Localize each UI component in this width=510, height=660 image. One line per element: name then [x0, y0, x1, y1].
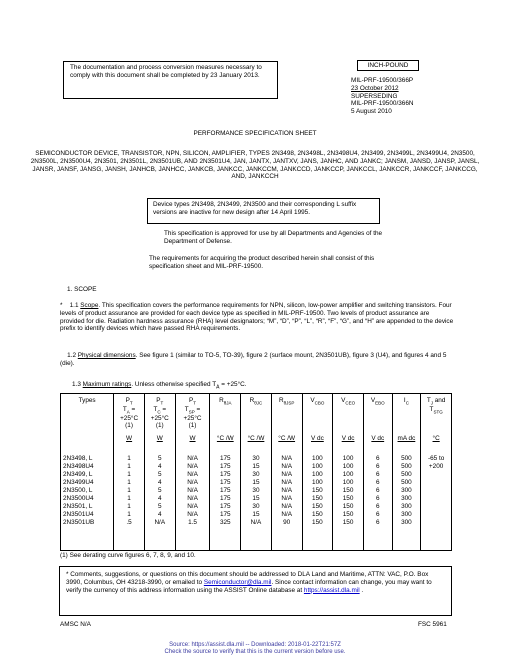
data-column-cell [61, 447, 114, 551]
table-cell: 30 [252, 471, 260, 478]
paragraph-text: . Unless otherwise specified T [131, 381, 217, 388]
comments-lead: * Comments, suggestions, or questions on this document should be addressed to DLA Land and Maritime, ATTN: VAC, P.O. Box 3990, Columbus, OH 43218-3990, or emailed to [66, 571, 429, 586]
data-column-cell [421, 447, 452, 551]
table-cell: 100 [312, 455, 323, 462]
table-cell: N/A [187, 463, 198, 470]
table-cell: N/A [281, 495, 292, 502]
units-cell: V dc [363, 435, 392, 447]
table-cell: 1 [127, 487, 131, 494]
table-cell: 1 [127, 511, 131, 518]
comments-box [59, 566, 452, 616]
table-cell: 15 [252, 479, 260, 486]
paragraph-1-2 [60, 352, 455, 368]
assist-url-link[interactable]: https://assist.dla.mil [303, 586, 360, 594]
units-cell: °C /W [241, 435, 272, 447]
table-cell [423, 471, 449, 479]
table-data-row [61, 447, 452, 551]
download-footer [0, 642, 510, 656]
table-cell: 300 [401, 511, 412, 518]
sheet-title: PERFORMANCE SPECIFICATION SHEET [193, 130, 317, 137]
table-cell: 150 [312, 495, 323, 502]
table-cell: 150 [342, 511, 354, 518]
table-cell: N/A [187, 503, 198, 510]
table-cell: 300 [401, 495, 412, 502]
table-cell: 2N3501U4 [63, 511, 94, 518]
table-cell [423, 511, 449, 519]
table-cell: 2N3499, L [63, 471, 93, 478]
table-cell: N/A [187, 479, 198, 486]
header-tj-tstg: $T_J$ and $T_{STG}$ [421, 394, 452, 436]
table-cell: 1 [127, 455, 131, 462]
table-cell: 6 [375, 519, 380, 526]
data-column-cell [363, 447, 392, 551]
table-cell: 1 [127, 495, 131, 502]
approval-statement: This specification is approved for use by all Departments and Agencies of the Department of Defense. [164, 230, 383, 245]
table-cell: 100 [342, 455, 354, 462]
table-cell: 150 [342, 503, 354, 510]
table-cell: N/A [281, 503, 292, 510]
table-cell: N/A [281, 487, 292, 494]
header-vcbo: $V_{CBO}$ [302, 394, 333, 436]
table-cell: 300 [401, 503, 412, 510]
table-header-row [61, 394, 452, 436]
table-cell: 1 [127, 503, 131, 510]
units-cell: V dc [333, 435, 364, 447]
data-column-cell [114, 447, 145, 551]
paragraph-text: . See figure 1 (similar to TO-5, TO-39), figure 2 (surface mount, 2N3501UB), figure 3 (U4), and figures 4 and 5 (die). [60, 352, 447, 367]
superseded-document-id: MIL-PRF-19500/366N [351, 100, 414, 108]
data-column-cell [175, 447, 210, 551]
table-cell: .5 [126, 519, 132, 526]
table-cell: 150 [342, 495, 354, 502]
table-cell: 15 [252, 463, 260, 470]
comments-email-link[interactable]: Semiconductor@dla.mil [203, 578, 272, 586]
table-cell: N/A [281, 479, 292, 486]
document-identifier-block [351, 77, 471, 116]
table-cell: 150 [312, 511, 323, 518]
table-cell: 2N3499U4 [63, 479, 94, 486]
paragraph-title: Physical dimensions [77, 352, 136, 359]
table-cell: N/A [154, 519, 166, 526]
table-cell [423, 519, 449, 527]
units-cell: mA dc [392, 435, 421, 447]
table-cell: 1 [127, 471, 131, 478]
table-cell: 30 [252, 487, 260, 494]
table-cell: 6 [375, 487, 380, 494]
inch-pound-box [357, 60, 419, 71]
change-mark: * [60, 302, 63, 309]
amsc-label: AMSC N/A [60, 621, 91, 628]
table-cell: 5 [157, 471, 162, 478]
data-column-cell [333, 447, 364, 551]
comments-end: . [359, 586, 364, 594]
inactive-notice-box [147, 198, 380, 224]
paragraph-number: 1.2 [67, 352, 76, 359]
table-cell: +200 [428, 463, 444, 470]
table-cell: 6 [375, 455, 380, 462]
units-cell: °C /W [271, 435, 302, 447]
table-cell: 2N3501UB [63, 519, 95, 526]
table-cell: 5 [157, 455, 162, 462]
table-cell: 150 [312, 503, 323, 510]
table-cell: N/A [187, 495, 198, 502]
units-cell: °C /W [210, 435, 241, 447]
table-note: (1) See derating curve figures 6, 7, 8, 9, and 10. [60, 552, 196, 559]
conversion-notice-box [63, 61, 278, 99]
table-cell: 150 [312, 487, 323, 494]
table-cell: N/A [281, 511, 292, 518]
table-cell: 2N3501, L [63, 503, 93, 510]
table-cell: 175 [219, 495, 231, 502]
table-cell: N/A [187, 511, 198, 518]
table-cell: 30 [252, 503, 260, 510]
table-cell: 100 [312, 471, 323, 478]
table-cell: 30 [252, 455, 260, 462]
header-r-theta-jc: $R_{\theta JC}$ [241, 394, 272, 436]
scope-heading: 1. SCOPE [67, 286, 97, 293]
table-cell [423, 487, 449, 495]
data-column-cell [144, 447, 175, 551]
paragraph-title: Maximum ratings [82, 381, 132, 388]
units-cell: W [175, 435, 210, 447]
header-vceo: $V_{CEO}$ [333, 394, 364, 436]
header-pt-tsp: $P_T$ $T_{SP}$ = +25°C (1) [175, 394, 210, 436]
table-cell: 2N3498U4 [63, 463, 94, 470]
table-cell: N/A [187, 455, 198, 462]
conversion-notice: The documentation and process conversion measures necessary to comply with this document shall be completed by 23 January 2013. [70, 64, 262, 79]
fsc-label: FSC 5961 [418, 621, 447, 628]
table-cell: 500 [401, 471, 412, 478]
table-units-row [61, 435, 452, 447]
table-cell: 150 [342, 519, 354, 526]
data-column-cell [271, 447, 302, 551]
footer-source-line: Source: https://assist.dla.mil -- Downloaded: 2018-01-22T21:57Z [169, 642, 341, 648]
device-title: SEMICONDUCTOR DEVICE, TRANSISTOR, NPN, SILICON, AMPLIFIER, TYPES 2N3498, 2N3498L, 2N3498U4, 2N3499, 2N3499L, 2N3499U4, 2N3500, 2N3500L, 2N3500U4, 2N3501, 2N3501L, 2N3501UB, AND 2N3501U4, JAN, JANTX, JANTXV, JANS, JANHC, AND JANKC; JANSM, JANSD, JANSP, JANSL, JANSR, JANSF, JANSG, JANSH, JANHCB, JANHCC, JANKCB, JANKCC, JANKCCM, JANKCCD, JANKCCP, JANKCCL, JANKCCR, JANKCCF, JANKCCG, AND, JANKCCH [30, 150, 480, 181]
table-cell: 2N3500U4 [63, 495, 94, 502]
table-cell: 500 [401, 479, 412, 486]
table-cell: 175 [219, 471, 231, 478]
table-cell: 500 [401, 455, 412, 462]
table-cell: N/A [250, 519, 262, 526]
table-cell: 15 [252, 495, 260, 502]
table-cell: 1.5 [188, 519, 197, 526]
acquisition-requirements: The requirements for acquiring the product described herein shall consist of this specification sheet and MIL-PRF-19500. [149, 255, 375, 270]
table-cell: 2N3498, L [63, 455, 93, 462]
table-cell: 100 [312, 463, 323, 470]
paragraph-title: Scope [80, 302, 99, 309]
table-cell: 6 [375, 511, 380, 518]
superseded-document-date: 5 August 2010 [351, 108, 392, 116]
header-pt-tc: $P_T$ $T_C$ = +25°C (1) [144, 394, 175, 436]
table-cell: 175 [219, 455, 231, 462]
table-cell: 4 [157, 495, 162, 502]
table-cell: N/A [187, 471, 198, 478]
paragraph-text: . This specification covers the performance requirements for NPN, silicon, low-power amplifier and switching transistors. Four levels of product assurance are provided for each device type as specified in MIL-PRF-19500. Two levels of product assurance are provided for die. Radiation hardness assurance (RHA) level designators; “M”, “D”, “P”, “L”, “R”, “F”, “G”, and “H” are appended to the device prefix to identify devices which have passed RHA requirements. [60, 302, 454, 333]
superseding-label: SUPERSEDING [351, 92, 398, 100]
data-column-cell [241, 447, 272, 551]
inactive-notice: Device types 2N3498, 2N3499, 2N3500 and their corresponding L suffix versions are inactive for new design after 14 April 1995. [153, 201, 357, 216]
data-column-cell [302, 447, 333, 551]
table-cell: 5 [157, 487, 162, 494]
table-cell: -65 to [427, 455, 445, 462]
table-cell: N/A [281, 471, 292, 478]
paragraph-1-1 [60, 302, 455, 333]
table-cell: 325 [219, 519, 231, 526]
units-cell: W [114, 435, 145, 447]
header-types: Types [61, 394, 114, 436]
table-cell: 100 [312, 479, 323, 486]
table-cell: 1 [127, 463, 131, 470]
table-cell: 6 [375, 503, 380, 510]
header-r-theta-ja: $R_{\theta JA}$ [210, 394, 241, 436]
table-cell [423, 479, 449, 487]
document-date: 23 October 2012 [351, 84, 399, 92]
paragraph-number: 1.3 [72, 381, 81, 388]
table-cell: 90 [283, 519, 291, 526]
subscript: A [216, 384, 220, 391]
table-cell: 6 [375, 463, 380, 470]
data-column-cell [210, 447, 241, 551]
footer-verify-line: Check the source to verify that this is the current version before use. [164, 648, 346, 655]
table-cell: 175 [219, 487, 231, 494]
table-cell: 4 [157, 511, 162, 518]
inch-pound-label: INCH-POUND [367, 62, 409, 69]
table-cell: 4 [157, 479, 162, 486]
table-cell: 175 [219, 511, 231, 518]
comments-mid: . Since contact information can change, you may want to verify the currency of this address information using the ASSIST Online database at [66, 578, 432, 594]
table-cell: 4 [157, 463, 162, 470]
table-cell: 300 [401, 519, 412, 526]
units-cell: W [144, 435, 175, 447]
units-cell: °C [421, 435, 452, 447]
table-cell: 175 [219, 503, 231, 510]
header-ic: $I_C$ [392, 394, 421, 436]
table-cell: 500 [401, 463, 412, 470]
maximum-ratings-table [60, 393, 452, 551]
units-cell [61, 435, 114, 447]
table-cell: 6 [375, 495, 380, 502]
paragraph-1-3 [72, 381, 467, 390]
table-cell: 1 [127, 479, 131, 486]
table-cell: 100 [342, 471, 354, 478]
table-cell [423, 503, 449, 511]
table-cell: 100 [342, 463, 354, 470]
table-cell [423, 495, 449, 503]
table-cell: 15 [252, 511, 260, 518]
paragraph-number: 1.1 [69, 302, 79, 309]
table-cell: 100 [342, 479, 354, 486]
table-cell: 175 [219, 479, 231, 486]
table-cell: 2N3500, L [63, 487, 93, 494]
table-cell: 6 [375, 471, 380, 478]
table-cell: 6 [375, 479, 380, 486]
table-cell: 300 [401, 487, 412, 494]
table-cell: 5 [157, 503, 162, 510]
table-cell: 150 [342, 487, 354, 494]
document-id: MIL-PRF-19500/366P [351, 77, 414, 84]
table-cell: N/A [281, 463, 292, 470]
data-column-cell [392, 447, 421, 551]
paragraph-tail: = +25°C. [219, 381, 247, 388]
header-pt-ta: $P_T$ $T_A$ = +25°C (1) [114, 394, 145, 436]
table-cell: N/A [281, 455, 292, 462]
units-cell: V dc [302, 435, 333, 447]
table-cell: 150 [312, 519, 323, 526]
header-r-theta-jsp: $R_{\theta JSP}$ [271, 394, 302, 436]
header-vebo: $V_{EBO}$ [363, 394, 392, 436]
table-cell: 175 [219, 463, 231, 470]
table-cell: N/A [187, 487, 198, 494]
